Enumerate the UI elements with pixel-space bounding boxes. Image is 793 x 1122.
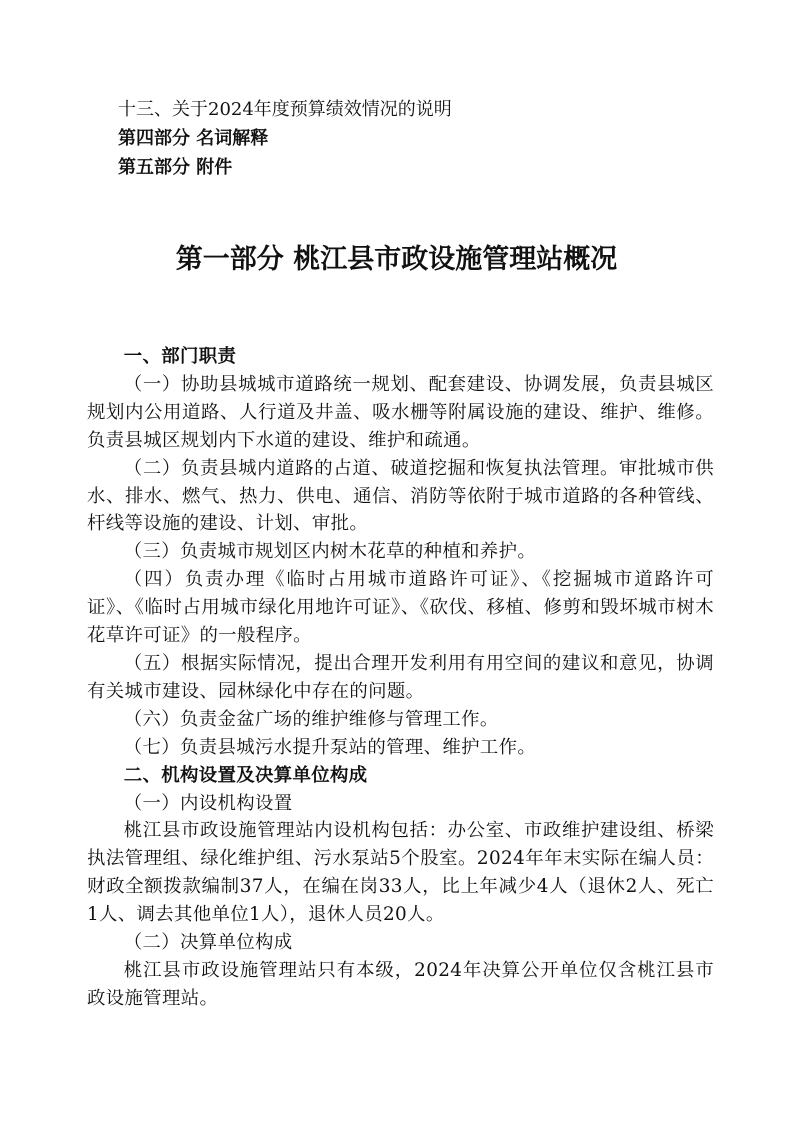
section-heading-organization: 二、机构设置及决算单位构成 <box>123 764 368 786</box>
toc-item-13: 十三、关于2024年度预算绩效情况的说明 <box>118 99 452 120</box>
toc-part-5: 第五部分 附件 <box>118 157 233 178</box>
accounting-units-paragraph: 桃江县市政设施管理站只有本级，2024年决算公开单位仅含桃江县市政设施管理站。 <box>87 959 714 1009</box>
duty-paragraph-6: （六）负责金盆广场的维护维修与管理工作。 <box>123 708 499 730</box>
duty-paragraph-2: （二）负责县城内道路的占道、破道挖掘和恢复执法管理。审批城市供水、排水、燃气、热力、供电、通信、消防等依附于城市道路的各种管线、杆线等设施的建设、计划、审批。 <box>87 457 714 535</box>
document-body <box>87 343 714 1013</box>
duty-paragraph-5: （五）根据实际情况，提出合理开发利用有用空间的建议和意见，协调有关城市建设、园林绿化中存在的问题。 <box>87 652 714 702</box>
toc-part-4: 第四部分 名词解释 <box>118 128 269 149</box>
subsection-internal-structure: （一）内设机构设置 <box>123 792 293 814</box>
duty-paragraph-4: （四）负责办理《临时占用城市道路许可证》、《挖掘城市道路许可证》、《临时占用城市绿化用地许可证》、《砍伐、移植、修剪和毁坏城市树木花草许可证》的一般程序。 <box>87 569 714 647</box>
page-title: 第一部分 桃江县市政设施管理站概况 <box>175 244 618 275</box>
subsection-accounting-units: （二）决算单位构成 <box>123 932 293 954</box>
duty-paragraph-1: （一）协助县城城市道路统一规划、配套建设、协调发展，负责县城区规划内公用道路、人行道及井盖、吸水栅等附属设施的建设、维护、维修。负责县城区规划内下水道的建设、维护和疏通。 <box>87 373 714 451</box>
section-heading-duties: 一、部门职责 <box>123 346 237 367</box>
duty-paragraph-7: （七）负责县城污水提升泵站的管理、维护工作。 <box>123 736 537 758</box>
duty-paragraph-3: （三）负责城市规划区内树木花草的种植和养护。 <box>123 541 537 563</box>
organization-paragraph: 桃江县市政设施管理站内设机构包括：办公室、市政维护建设组、桥梁执法管理组、绿化维护组、污水泵站5个股室。2024年年末实际在编人员：财政全额拨款编制37人，在编在岗33人，比上年减少4人（退休2人、死亡1人、调去其他单位1人），退休人员20人。 <box>87 820 714 926</box>
